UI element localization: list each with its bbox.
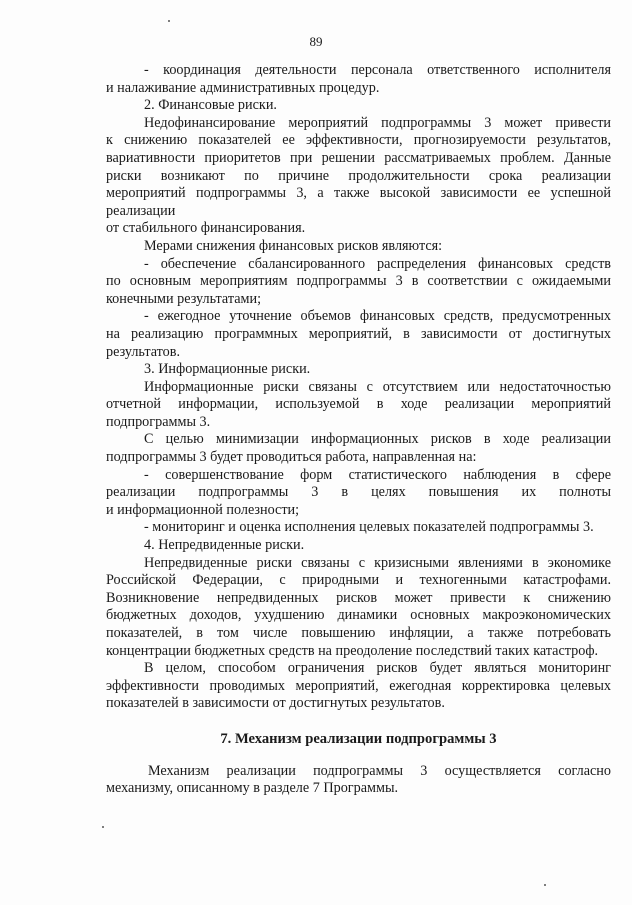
text-line: Информационные риски связаны с отсутствием или недостаточностью	[144, 378, 611, 395]
text-line: показателей, в том числе повышению инфляции, а также потребовать	[106, 625, 611, 641]
text-line: Недофинансирование мероприятий подпрограммы 3 может привести	[144, 114, 611, 131]
text-line: Возникновение непредвиденных рисков может привести к снижению	[106, 589, 611, 606]
text-line: на реализацию программных мероприятий, в зависимости от достигнутых	[106, 325, 611, 342]
text-line: эффективности проводимых мероприятий, ежегодная корректировка целевых	[106, 677, 611, 694]
heading-spacer	[106, 749, 611, 763]
text-line: результатов.	[106, 343, 181, 360]
section-heading: 7. Механизм реализации подпрограммы 3	[220, 730, 497, 747]
text-line: 4. Непредвиденные риски.	[144, 537, 305, 554]
scan-speck	[102, 826, 104, 828]
text-line: концентрации бюджетных средств на преодоление последствий таких катастроф.	[106, 642, 599, 659]
text-line: 3. Информационные риски.	[144, 361, 311, 378]
text-line: - ежегодное уточнение объемов финансовых средств, предусмотренных	[144, 308, 611, 325]
text-line: реализации	[106, 202, 176, 219]
scan-speck	[544, 884, 546, 886]
text-line: конечными результатами;	[106, 290, 262, 307]
text-line: С целью минимизации информационных рисков в ходе реализации	[144, 431, 611, 448]
text-line: Непредвиденные риски связаны с кризисными явлениями в экономике	[144, 554, 611, 571]
page-number: 89	[309, 34, 323, 49]
body-text	[106, 62, 611, 713]
scan-speck	[168, 20, 170, 22]
text-line: - обеспечение сбалансированного распределения финансовых средств	[144, 255, 611, 272]
text-line: и налаживание административных процедур.	[106, 79, 380, 96]
text-line: 2. Финансовые риски.	[144, 97, 277, 114]
text-line: мероприятий подпрограммы 3, а также высокой зависимости ее успешной	[106, 185, 611, 202]
section-text	[106, 763, 611, 798]
text-line: реализации подпрограммы 3 в целях повышения их полноты	[106, 484, 611, 501]
text-line: и информационной полезности;	[106, 501, 300, 518]
text-line: вариативности приоритетов при решении рассматриваемых проблем. Данные	[106, 149, 611, 166]
text-line: механизму, описанному в разделе 7 Программы.	[106, 780, 399, 797]
text-line: к снижению показателей ее эффективности, прогнозируемости результатов,	[106, 132, 611, 149]
text-line: по основным мероприятиям подпрограммы 3 в соответствии с ожидаемыми	[106, 273, 611, 290]
text-line: - мониторинг и оценка исполнения целевых показателей подпрограммы 3.	[144, 519, 594, 536]
text-line: показателей в зависимости от достигнутых результатов.	[106, 695, 445, 712]
text-line: - совершенствование форм статистического наблюдения в сфере	[144, 466, 611, 483]
text-line: отчетной информации, используемой в ходе реализации мероприятий	[106, 396, 611, 413]
text-line: - координация деятельности персонала ответственного исполнителя	[144, 62, 611, 78]
text-line: бюджетных доходов, ухудшению динамики основных макроэкономических	[106, 607, 611, 624]
page-body	[106, 62, 611, 798]
text-line: риски возникают по причине продолжительности срока реализации	[106, 167, 611, 184]
text-line: Механизм реализации подпрограммы 3 осуществляется согласно	[148, 762, 611, 779]
text-line: Мерами снижения финансовых рисков являются:	[144, 237, 443, 254]
text-line: Российской Федерации, с природными и техногенными катастрофами.	[106, 572, 611, 589]
text-line: подпрограммы 3 будет проводиться работа, направленная на:	[106, 449, 477, 466]
text-line: от стабильного финансирования.	[106, 220, 306, 237]
text-line: В целом, способом ограничения рисков будет являться мониторинг	[144, 660, 611, 677]
text-line: подпрограммы 3.	[106, 413, 211, 430]
